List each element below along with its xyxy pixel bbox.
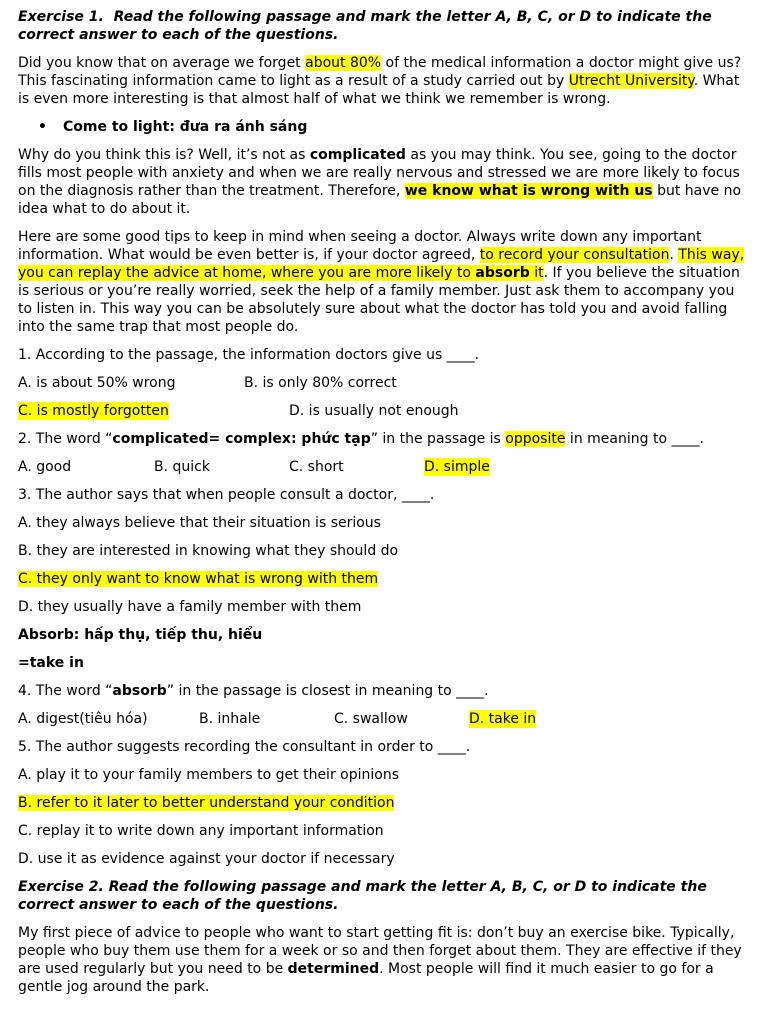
text-run: it (529, 265, 544, 281)
bullet-dot-icon: • (38, 119, 47, 135)
highlight-wrong-with-us: we know what is wrong with us (404, 183, 653, 199)
exercise-2-label: Exercise 2. (18, 879, 104, 895)
text-run: . Most people will find it much easier to go for a gentle jog around the park. (18, 961, 714, 995)
question-2-option-a: A. good (18, 459, 72, 475)
bullet-text: Come to light: đưa ra ánh sáng (63, 119, 308, 135)
passage-1-paragraph-3 (18, 228, 750, 336)
text-run: . If you believe the situation is serious or you’re really worried, seek the help of a family member. Just ask them to accompany you to listen in. This way you can be absolutely sure about what the doctor has told you and avoid falling into the same trap that most people do. (18, 265, 740, 335)
question-1-option-d: D. is usually not enough (289, 403, 459, 419)
text-run: ” in the passage is (370, 431, 506, 447)
exercise-1-instruction: Read the following passage and mark the letter A, B, C, or D to indicate the correct answer to each of the questions. (18, 9, 712, 43)
question-3-option-a: A. they always believe that their situation is serious (18, 515, 381, 531)
text-run: ” in the passage is closest in meaning to ____. (166, 683, 489, 699)
question-3-option-c-row (18, 570, 750, 588)
question-4-option-a: A. digest(tiêu hóa) (18, 711, 148, 727)
passage-1-paragraph-2 (18, 146, 750, 218)
question-4-option-c: C. swallow (334, 711, 408, 727)
question-1-option-a: A. is about 50% wrong (18, 375, 176, 391)
highlight-record: to record your consultation (479, 247, 670, 263)
question-4-options (18, 710, 750, 728)
vocab-bullet (38, 118, 750, 136)
question-1-options-row-2 (18, 402, 750, 420)
passage-2-paragraph-1 (18, 924, 750, 996)
text-run: 2. The word “ (18, 431, 113, 447)
question-2-options (18, 458, 750, 476)
text-run: as you may think. You see, going to the doctor fills most people with anxiety and when we are really nervous and stressed we are more likely to focus on the diagnosis rather than the treatment. Therefore, (18, 147, 740, 199)
question-1-option-c: C. is mostly forgotten (18, 403, 169, 419)
text-run: but have no idea what to do about it. (18, 183, 742, 217)
bold-absorb-q4: absorb (112, 683, 167, 699)
text-run: in meaning to ____. (565, 431, 704, 447)
bold-complicated: complicated (309, 147, 406, 163)
text-run: Did you know that on average we forget (18, 55, 306, 71)
question-4-option-d: D. take in (469, 711, 537, 727)
passage-1-paragraph-1 (18, 54, 750, 108)
question-5-option-b: B. refer to it later to better understand your condition (18, 795, 395, 811)
exercise-1-heading (18, 8, 750, 44)
question-2-option-b: B. quick (154, 459, 210, 475)
vocab-absorb: Absorb: hấp thụ, tiếp thu, hiểu (18, 627, 263, 643)
question-1-options-row-1 (18, 374, 750, 392)
bold-determined: determined (287, 961, 380, 977)
question-2-stem (18, 430, 750, 448)
exercise-2-instruction: Read the following passage and mark the letter A, B, C, or D to indicate the correct answer to each of the questions. (18, 879, 707, 913)
question-1-option-b: B. is only 80% correct (244, 375, 397, 391)
question-5-stem: 5. The author suggests recording the consultant in order to ____. (18, 739, 471, 755)
highlight-opposite: opposite (505, 431, 566, 447)
question-5-option-a: A. play it to your family members to get their opinions (18, 767, 399, 783)
exercise-1-label: Exercise 1. (18, 9, 104, 25)
question-3-stem: 3. The author says that when people consult a doctor, ____. (18, 487, 435, 503)
text-run: My first piece of advice to people who want to start getting fit is: don’t buy an exercise bike. Typically, people who buy them use them for a week or so and then forget about them. They are effective if they are used regularly but you need to be (18, 925, 742, 977)
exercise-2-heading (18, 878, 750, 914)
question-3-option-c: C. they only want to know what is wrong with them (18, 571, 379, 587)
text-run: Here are some good tips to keep in mind when seeing a doctor. Always write down any important information. What would be even better is, if your doctor agreed, (18, 229, 702, 263)
text-run: This way, you can replay the advice at home, where you are more likely to (18, 247, 745, 281)
highlight-about-80: about 80% (305, 55, 382, 71)
bold-absorb: absorb (475, 265, 530, 281)
bold-complicated-complex: complicated= complex: phức tạp (112, 431, 371, 447)
text-run: . What is even more interesting is that almost half of what we think we remember is wrong. (18, 73, 740, 107)
question-4-stem (18, 682, 750, 700)
question-5-option-b-row (18, 794, 750, 812)
vocab-take-in: =take in (18, 655, 84, 671)
highlight-utrecht: Utrecht University (568, 73, 694, 89)
question-3-option-d: D. they usually have a family member with them (18, 599, 362, 615)
text-run: 4. The word “ (18, 683, 113, 699)
text-run: . (669, 247, 679, 263)
question-5-option-c: C. replay it to write down any important information (18, 823, 384, 839)
question-2-option-d: D. simple (424, 459, 490, 475)
question-2-option-c: C. short (289, 459, 344, 475)
text-run: of the medical information a doctor might give us? This fascinating information came to light as a result of a study carried out by (18, 55, 742, 89)
question-4-option-b: B. inhale (199, 711, 261, 727)
question-3-option-b: B. they are interested in knowing what they should do (18, 543, 399, 559)
question-5-option-d: D. use it as evidence against your doctor if necessary (18, 851, 395, 867)
question-1-stem: 1. According to the passage, the information doctors give us ____. (18, 347, 480, 363)
text-run: Why do you think this is? Well, it’s not as (18, 147, 310, 163)
